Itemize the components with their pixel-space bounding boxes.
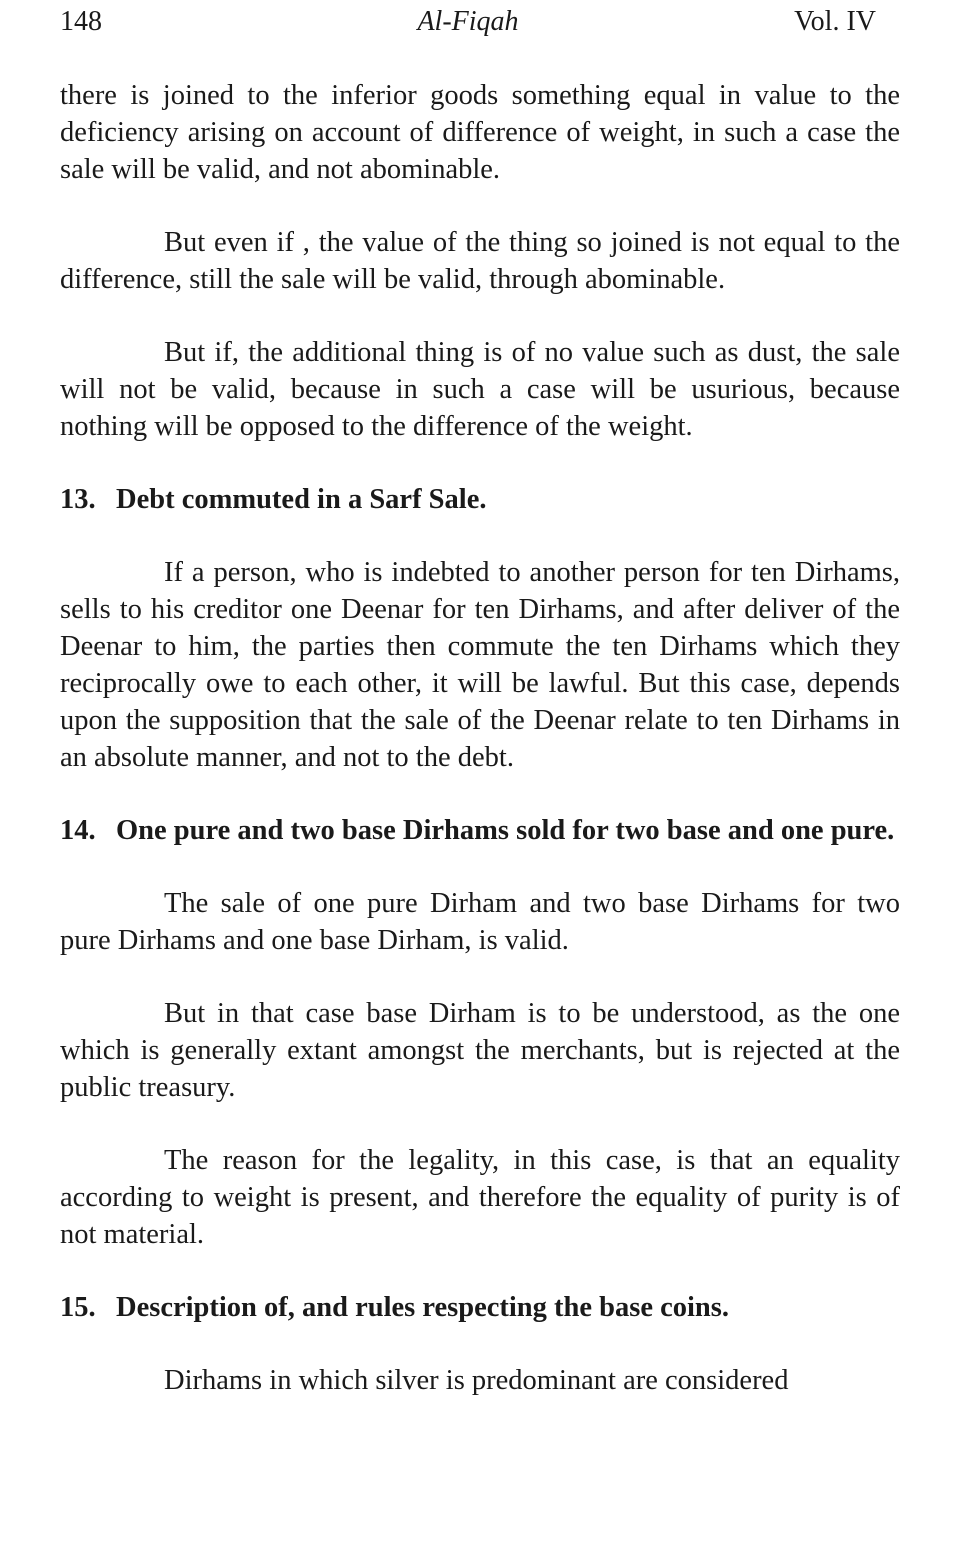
paragraph-continued: there is joined to the inferior goods something equal in value to the deficiency arising on account of difference of weight, in such a case the sale will be valid, and not abominable.: [60, 80, 900, 185]
running-head: [60, 4, 876, 40]
paragraph: Dirhams in which silver is predominant are considered: [164, 1365, 789, 1396]
volume-label: Vol. IV: [794, 6, 876, 37]
paragraph: But if, the additional thing is of no value such as dust, the sale will not be valid, because in such a case will be usurious, because nothing will be opposed to the difference of the weight.: [60, 337, 900, 442]
section-heading-15: [60, 1289, 900, 1326]
section-number: 15.: [60, 1292, 96, 1323]
paragraph: But in that case base Dirham is to be understood, as the one which is generally extant amongst the merchants, but is rejected at the public treasury.: [60, 998, 900, 1103]
section-title: Debt commuted in a Sarf Sale.: [116, 484, 487, 515]
paragraph: The reason for the legality, in this case, is that an equality according to weight is present, and therefore the equality of purity is of not material.: [60, 1145, 900, 1250]
body-text: [60, 77, 900, 1399]
section-number: 13.: [60, 484, 96, 515]
section-heading-13: [60, 481, 900, 518]
paragraph: But even if , the value of the thing so joined is not equal to the difference, still the sale will be valid, through abominable.: [60, 227, 900, 295]
section-heading-14: [60, 812, 900, 849]
section-number: 14.: [60, 815, 96, 846]
paragraph: The sale of one pure Dirham and two base Dirhams for two pure Dirhams and one base Dirham, is valid.: [60, 888, 900, 956]
paragraph: If a person, who is indebted to another person for ten Dirhams, sells to his creditor one Deenar for ten Dirhams, and after deliver of the Deenar to him, the parties then commute the ten Dirhams which they reciprocally owe to each other, it will be lawful. But this case, depends upon the supposition that the sale of the Deenar relate to ten Dirhams in an absolute manner, and not to the debt.: [60, 557, 900, 773]
section-title: One pure and two base Dirhams sold for two base and one pure.: [116, 815, 895, 846]
page-number: 148: [60, 6, 102, 37]
book-title: Al-Fiqah: [417, 6, 519, 37]
section-title: Description of, and rules respecting the base coins.: [116, 1292, 730, 1323]
